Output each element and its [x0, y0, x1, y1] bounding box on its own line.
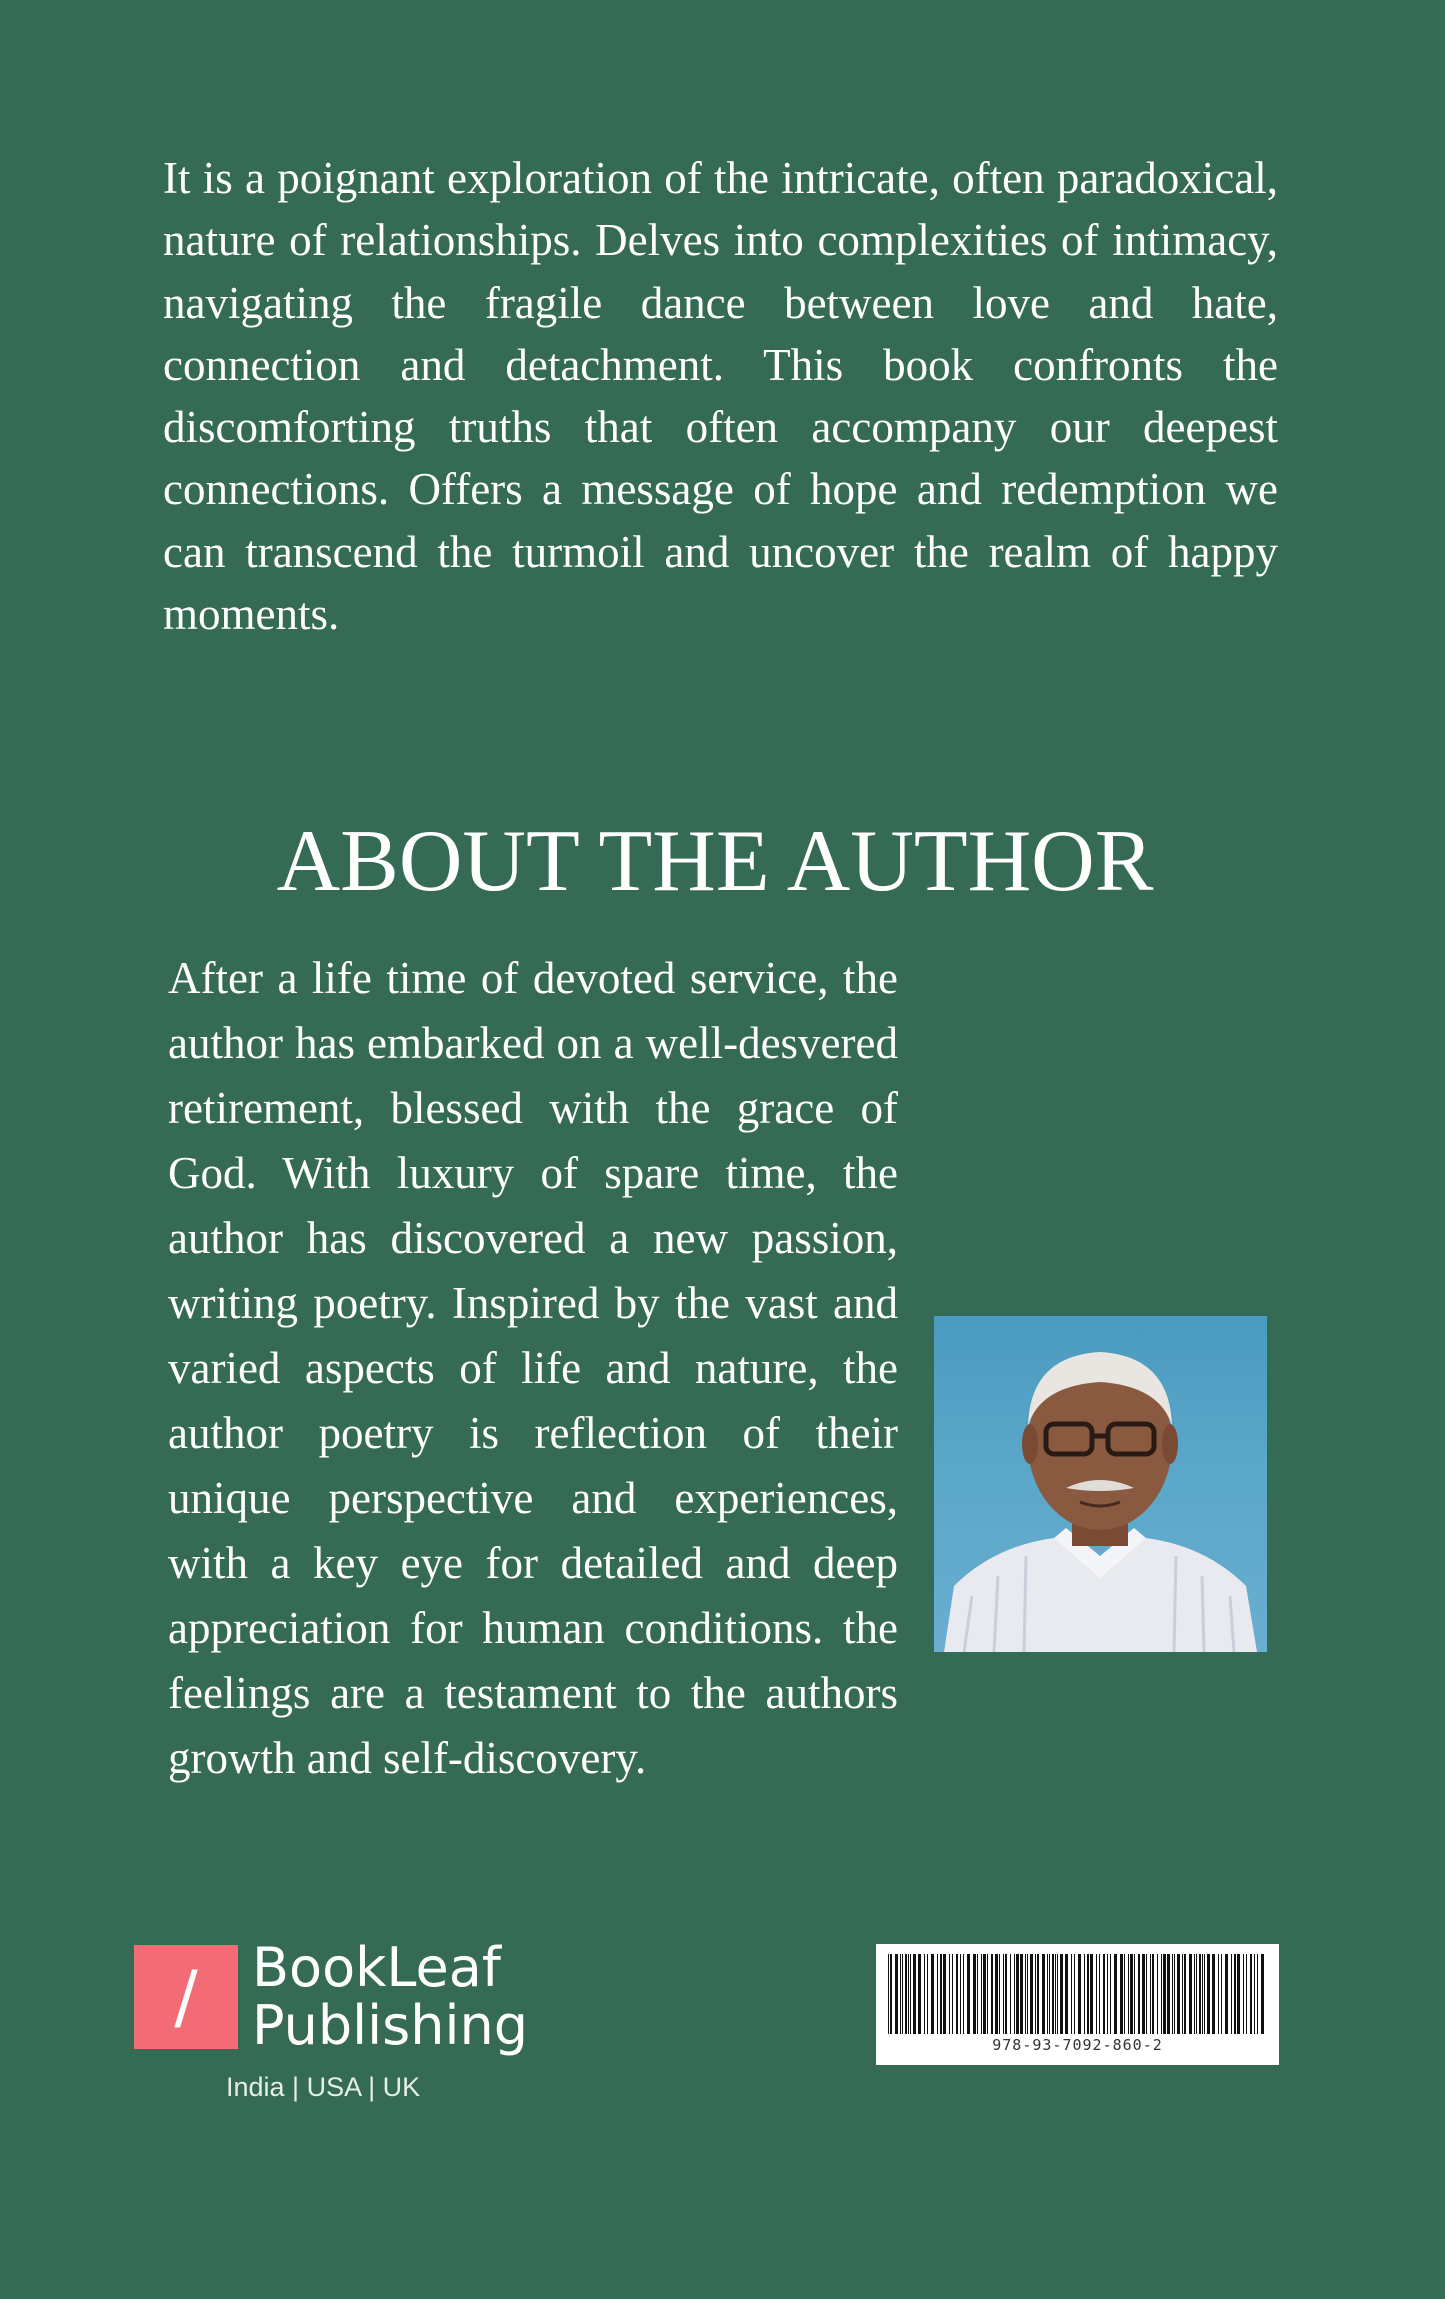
- barcode-bar: [1099, 1954, 1100, 2034]
- barcode-bar: [1096, 1954, 1097, 2034]
- barcode-bar: [1120, 1954, 1123, 2034]
- barcode-bar: [1172, 1954, 1173, 2034]
- barcode-bar: [1071, 1954, 1072, 2034]
- barcode-bar: [1087, 1954, 1089, 2034]
- barcode-bar: [1005, 1954, 1007, 2034]
- barcode-bar: [1025, 1954, 1026, 2034]
- barcode-bar: [905, 1954, 907, 2034]
- barcode-bar: [902, 1954, 903, 2034]
- barcode-bar: [960, 1954, 961, 2034]
- barcode-bar: [931, 1954, 934, 2034]
- barcode-bar: [1020, 1954, 1023, 2034]
- barcode-bar: [1078, 1954, 1081, 2034]
- barcode-bar: [1065, 1954, 1068, 2034]
- barcode-bar: [1142, 1954, 1145, 2034]
- publisher-logo: [134, 1936, 534, 2115]
- barcode-bar: [1246, 1954, 1247, 2034]
- isbn-number: 978-93-7092-860-2: [992, 2036, 1163, 2054]
- barcode-bar: [1027, 1954, 1028, 2034]
- barcode-bar: [943, 1954, 946, 2034]
- book-blurb: It is a poignant exploration of the intricate, often paradoxical, nature of relationships. Delves into complexities of intimacy, navigating the fragile dance between love and hate, connection and detachment. This book confronts the discomforting truths that often accompany our deepest connections. Offers a message of hope and redemption we can transcend the turmoil and uncover the realm of happy moments.: [163, 153, 1278, 640]
- barcode-bar: [913, 1954, 916, 2034]
- barcode-bar: [1107, 1954, 1108, 2034]
- author-photo: [934, 1316, 1267, 1652]
- barcode-bar: [1204, 1954, 1205, 2034]
- barcode-bar: [973, 1954, 976, 2034]
- barcode-bar: [999, 1954, 1000, 2034]
- barcode-bar: [1090, 1954, 1093, 2034]
- barcode-bar: [1237, 1954, 1240, 2034]
- barcode-bar: [1138, 1954, 1140, 2034]
- barcode-bar: [1194, 1954, 1195, 2034]
- barcode-bar: [1218, 1954, 1219, 2034]
- barcode-bar: [1030, 1954, 1033, 2034]
- barcode-bar: [1052, 1954, 1054, 2034]
- barcode-bar: [987, 1954, 988, 2034]
- barcode-bar: [908, 1954, 909, 2034]
- barcode-bar: [1037, 1954, 1039, 2034]
- barcode-bar: [1042, 1954, 1045, 2034]
- barcode-bar: [1231, 1954, 1232, 2034]
- barcode-bar: [1146, 1954, 1147, 2034]
- barcode-bar: [1167, 1954, 1170, 2034]
- barcode-bar: [910, 1954, 911, 2034]
- barcode-bar: [1163, 1954, 1166, 2034]
- barcode-bar: [1003, 1954, 1004, 2034]
- barcode-bar: [940, 1954, 942, 2034]
- barcode-bar: [1174, 1954, 1175, 2034]
- barcode-bar: [956, 1954, 958, 2034]
- barcode-bar: [995, 1954, 998, 2034]
- barcode-bar: [1130, 1954, 1133, 2034]
- barcode-bar: [1055, 1954, 1056, 2034]
- barcode-bar: [890, 1954, 892, 2034]
- barcode-bar: [1084, 1954, 1085, 2034]
- barcode-bar: [1016, 1954, 1019, 2034]
- publisher-regions: India | USA | UK: [226, 2072, 421, 2102]
- about-author-heading: ABOUT THE AUTHOR: [276, 813, 1154, 910]
- barcode-bar: [1074, 1954, 1075, 2034]
- barcode-bar: [1221, 1954, 1222, 2034]
- barcode-bar: [1035, 1954, 1036, 2034]
- barcode-bar: [963, 1954, 964, 2034]
- publisher-name: [252, 1936, 528, 2057]
- isbn-barcode: [876, 1944, 1279, 2065]
- barcode-bar: [927, 1954, 928, 2034]
- barcode-bar: [1243, 1954, 1244, 2034]
- logo-slash-icon: /: [134, 1945, 238, 2049]
- barcode-bar: [900, 1954, 901, 2034]
- barcode-bar: [895, 1954, 898, 2034]
- barcode-bar: [1225, 1954, 1228, 2034]
- barcode-bar: [1060, 1954, 1063, 2034]
- barcode-bar: [1250, 1954, 1252, 2034]
- barcode-bar: [937, 1954, 938, 2034]
- barcode-bar: [1234, 1954, 1236, 2034]
- barcode-bar: [1157, 1954, 1158, 2034]
- barcode-bar: [1182, 1954, 1183, 2034]
- barcode-bar: [924, 1954, 925, 2034]
- author-bio: After a life time of devoted service, the author has embarked on a well-desvered retirement, blessed with the grace of God. With luxury of spare time, the author has discovered a new passion, writing poetry. Inspired by the vast and varied aspects of life and nature, the author poetry is reflection of their unique perspective and experiences, with a key eye for detailed and deep appreciation for human conditions. the feelings are a testament to the authors growth and self-discovery.: [168, 953, 898, 1783]
- barcode-bar: [983, 1954, 986, 2034]
- barcode-bar: [981, 1954, 982, 2034]
- barcode-bar: [1184, 1954, 1186, 2034]
- barcode-bar: [1114, 1954, 1117, 2034]
- barcode-bar: [1134, 1954, 1135, 2034]
- barcode-bar: [952, 1954, 953, 2034]
- barcode-bar: [1124, 1954, 1125, 2034]
- barcode-bar: [1014, 1954, 1015, 2034]
- barcode-bar: [1049, 1954, 1050, 2034]
- publisher-name-line2: Publishing: [252, 1994, 528, 2057]
- publisher-name-line1: BookLeaf: [252, 1936, 501, 1999]
- barcode-bar: [1196, 1954, 1197, 2034]
- barcode-bar: [977, 1954, 978, 2034]
- barcode-bar: [1254, 1954, 1255, 2034]
- barcode-bar: [1010, 1954, 1011, 2034]
- barcode-bar: [1189, 1954, 1192, 2034]
- barcode-bar: [1207, 1954, 1210, 2034]
- barcode-bar: [949, 1954, 950, 2034]
- barcode-bar: [1261, 1954, 1264, 2034]
- barcode-bar: [967, 1954, 970, 2034]
- barcode-bar: [1152, 1954, 1154, 2034]
- barcode-bar: [1150, 1954, 1151, 2034]
- barcode-bar: [991, 1954, 993, 2034]
- barcode-bar: [1057, 1954, 1058, 2034]
- barcode-bar: [1047, 1954, 1048, 2034]
- barcode-bar: [918, 1954, 921, 2034]
- barcode-bar: [1110, 1954, 1111, 2034]
- barcode-bar: [1202, 1954, 1203, 2034]
- barcode-bar: [1199, 1954, 1201, 2034]
- barcode-bar: [1103, 1954, 1105, 2034]
- barcode-bar: [888, 1954, 889, 2034]
- barcode-bar: [1128, 1954, 1129, 2034]
- barcode-bar: [1161, 1954, 1162, 2034]
- barcode-bar: [1177, 1954, 1180, 2034]
- barcode-bar: [1212, 1954, 1215, 2034]
- barcode-bar: [1257, 1954, 1258, 2034]
